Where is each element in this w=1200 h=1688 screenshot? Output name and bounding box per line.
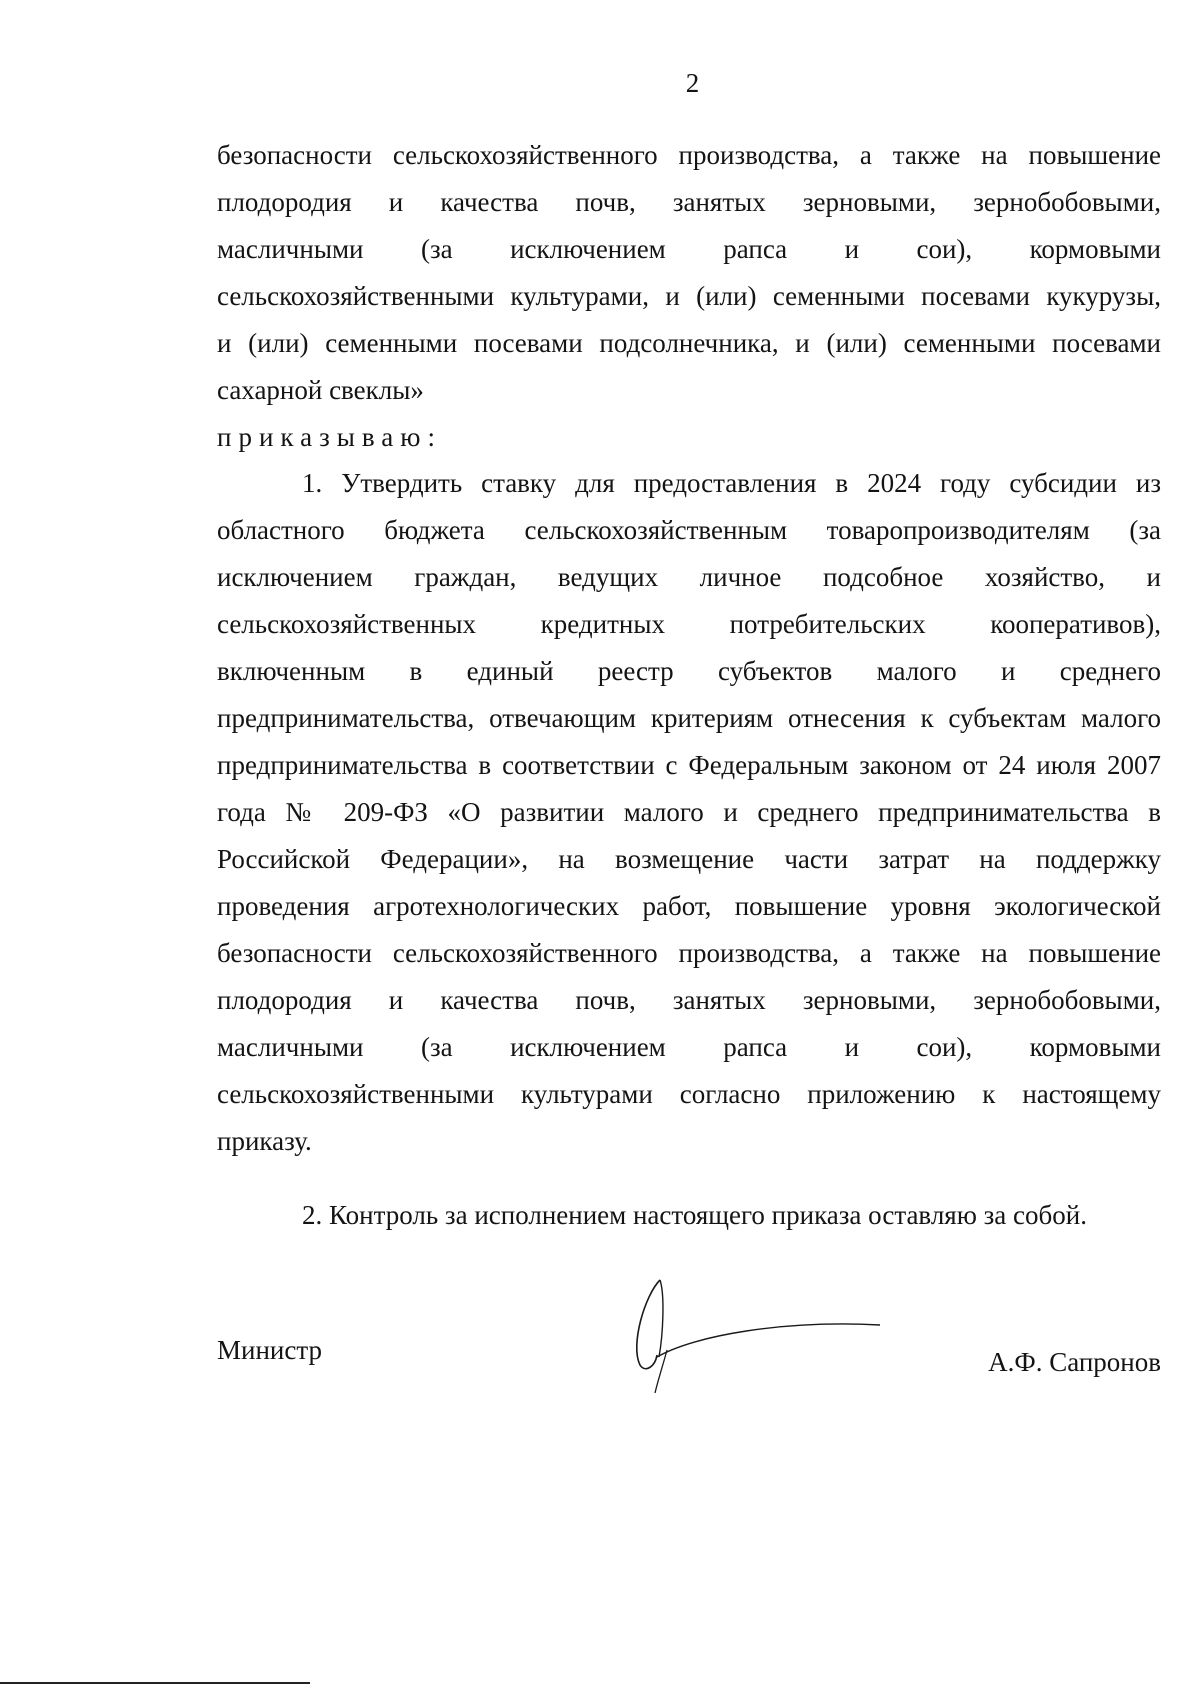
text-line: проведения агротехнологических работ, повышение уровня экологической [217, 891, 1161, 921]
text-line: предпринимательства, отвечающим критериям отнесения к субъектам малого [217, 703, 1161, 733]
text-line: масличными (за исключением рапса и сои), кормовыми [217, 1032, 1161, 1062]
text-line: включенным в единый реестр субъектов малого и среднего [217, 656, 1161, 686]
text-line: безопасности сельскохозяйственного производства, а также на повышение [217, 938, 1161, 968]
page-number: 2 [685, 68, 700, 98]
preamble-block [217, 132, 1161, 414]
text-line: предпринимательства в соответствии с Федеральным законом от 24 июля 2007 [217, 750, 1161, 780]
signature-row [217, 1335, 1161, 1395]
text-line: сельскохозяйственными культурами согласно приложению к настоящему [217, 1079, 1161, 1109]
signer-title: Министр [217, 1335, 322, 1365]
text-line: 2. Контроль за исполнением настоящего приказа оставляю за собой. [302, 1200, 1087, 1230]
text-line: 1. Утвердить ставку для предоставления в 2024 году субсидии из [302, 468, 1161, 498]
order-word: приказываю: [217, 422, 442, 452]
bottom-rule [0, 1682, 310, 1684]
text-line: сахарной свеклы» [217, 375, 424, 405]
text-line: сельскохозяйственными культурами, и (или) семенными посевами кукурузы, [217, 281, 1161, 311]
text-line: исключением граждан, ведущих личное подсобное хозяйство, и [217, 562, 1161, 592]
text-line: масличными (за исключением рапса и сои), кормовыми [217, 234, 1161, 264]
text-line: плодородия и качества почв, занятых зерновыми, зернобобовыми, [217, 985, 1161, 1015]
item-1-block [217, 460, 1161, 1165]
text-line: областного бюджета сельскохозяйственным товаропроизводителям (за [217, 515, 1161, 545]
text-line: безопасности сельскохозяйственного производства, а также на повышение [217, 140, 1161, 170]
item-2-block [217, 1192, 1161, 1239]
text-line: Российской Федерации», на возмещение части затрат на поддержку [217, 844, 1161, 874]
text-line: приказу. [217, 1126, 312, 1156]
text-line: сельскохозяйственных кредитных потребительских кооперативов), [217, 609, 1161, 639]
text-line: и (или) семенными посевами подсолнечника, и (или) семенными посевами [217, 328, 1161, 358]
signer-name: А.Ф. Сапронов [988, 1347, 1161, 1377]
order-word-block [217, 414, 1161, 461]
text-line: плодородия и качества почв, занятых зерновыми, зернобобовыми, [217, 187, 1161, 217]
text-line: года № 209-ФЗ «О развитии малого и среднего предпринимательства в [217, 797, 1161, 827]
